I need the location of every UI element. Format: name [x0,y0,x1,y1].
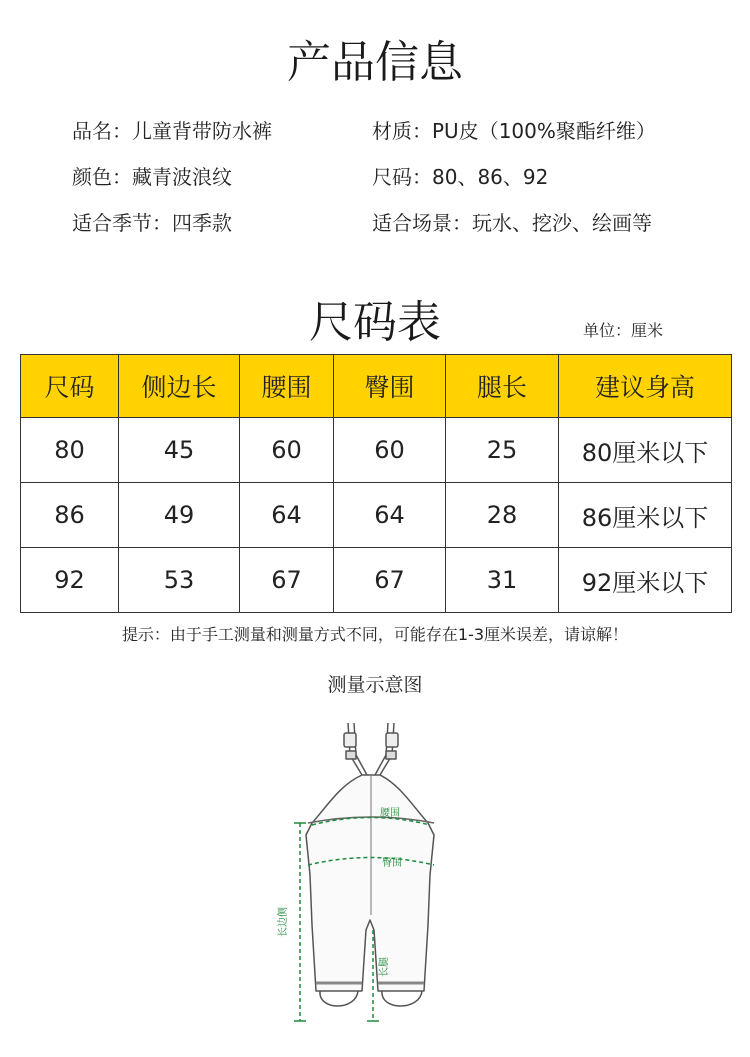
cell-size: 80 [21,418,119,483]
cell-recommended-height: 92厘米以下 [559,548,732,613]
hip-label: 臀围 [382,858,402,869]
product-scene: 适合场景：玩水、挖沙、绘画等 [372,211,652,235]
table-row [21,418,732,483]
cell-size: 86 [21,483,119,548]
product-info-title: 产品信息 [287,37,463,88]
size-chart-unit: 单位：厘米 [583,321,664,340]
cell-recommended-height: 80厘米以下 [559,418,732,483]
header-leg-length: 腿长 [446,355,559,418]
cell-side-length: 49 [119,483,240,548]
cell-leg-length: 31 [446,548,559,613]
cell-leg-length: 25 [446,418,559,483]
overalls-illustration [306,723,434,1006]
header-recommended-height: 建议身高 [559,355,732,418]
cell-waist: 67 [240,548,334,613]
product-material: 材质：PU皮（100%聚酯纤维） [372,119,656,143]
size-table-header-row [21,355,732,418]
product-name: 品名：儿童背带防水裤 [72,119,272,143]
diagram-title: 测量示意图 [327,674,423,696]
cell-recommended-height: 86厘米以下 [559,483,732,548]
side-length-label: 长边侧 [278,907,289,937]
overalls-measurement-diagram [270,715,460,1035]
product-sizes: 尺码：80、86、92 [372,165,549,189]
product-color: 颜色：藏青波浪纹 [72,165,232,189]
size-table [20,354,732,613]
leg-length-label: 长腿 [379,957,390,977]
header-size: 尺码 [21,355,119,418]
header-hip: 臀围 [334,355,446,418]
cell-side-length: 45 [119,418,240,483]
cell-size: 92 [21,548,119,613]
size-chart-title: 尺码表 [309,297,441,348]
cell-hip: 60 [334,418,446,483]
header-waist: 腰围 [240,355,334,418]
cell-hip: 64 [334,483,446,548]
cell-waist: 60 [240,418,334,483]
cell-waist: 64 [240,483,334,548]
cell-leg-length: 28 [446,483,559,548]
waist-label: 腰围 [380,808,400,819]
product-season: 适合季节：四季款 [72,211,232,235]
measurement-note: 提示：由于手工测量和测量方式不同，可能存在1-3厘米误差，请谅解！ [121,625,629,644]
table-row [21,548,732,613]
cell-side-length: 53 [119,548,240,613]
cell-hip: 67 [334,548,446,613]
table-row [21,483,732,548]
header-side-length: 侧边长 [119,355,240,418]
